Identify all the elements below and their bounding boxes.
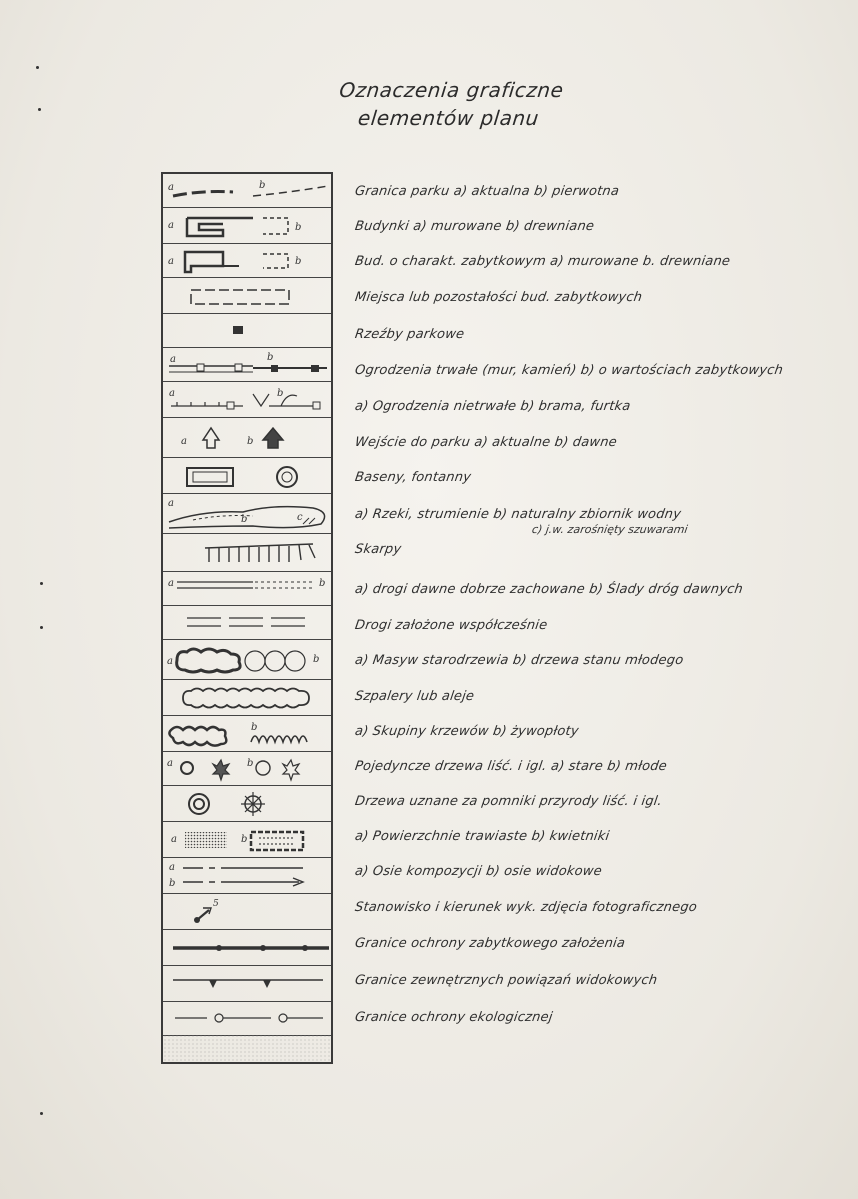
legend-label: a) drogi dawne dobrze zachowane b) Ślady dróg dawnych <box>353 582 744 597</box>
symbol-slopes <box>163 534 331 572</box>
scan-speck <box>40 1112 43 1115</box>
scan-speck <box>36 66 39 69</box>
legend-label: Drogi założone współcześnie <box>353 618 549 633</box>
legend-label: Drzewa uznane za pomniki przyrody liść. i igl. <box>353 794 663 809</box>
symbol-rivers-ponds <box>163 494 331 534</box>
legend-label: a) Rzeki, strumienie b) naturalny zbiornik wodny <box>353 507 683 522</box>
dotted-empty-cell <box>163 1034 331 1062</box>
svg-text:c: c <box>297 512 303 523</box>
title-line-2: elementów planu <box>356 106 541 130</box>
svg-text:b: b <box>267 352 274 363</box>
legend-label: Ogrodzenia trwałe (mur, kamień) b) o wartościach zabytkowych <box>353 363 784 378</box>
legend-label: Miejsca lub pozostałości bud. zabytkowych <box>353 290 644 305</box>
legend-label: a) Masyw starodrzewia b) drzewa stanu młodego <box>353 653 685 668</box>
symbol-letter-a: a <box>168 182 174 193</box>
symbol-tree-rows <box>163 680 331 716</box>
svg-text:b: b <box>241 514 248 525</box>
svg-text:a: a <box>167 758 173 769</box>
svg-text:b: b <box>169 878 176 889</box>
scan-speck <box>40 626 43 629</box>
symbol-letter-b: b <box>259 180 266 191</box>
legend-label: Pojedyncze drzewa liść. i igl. a) stare b) młode <box>353 759 668 774</box>
scan-speck <box>38 108 41 111</box>
symbol-view-relations-boundary <box>163 966 331 1002</box>
svg-text:b: b <box>295 222 302 233</box>
symbol-photo-point <box>163 894 331 930</box>
scan-speck <box>40 582 43 585</box>
title-line-1: Oznaczenia graficzne <box>338 78 565 102</box>
legend-label: a) Ogrodzenia nietrwałe b) brama, furtka <box>353 399 632 414</box>
svg-text:a: a <box>171 834 177 845</box>
legend-label: Granice ochrony zabytkowego założenia <box>353 936 627 951</box>
svg-text:b: b <box>313 654 320 665</box>
svg-text:a: a <box>169 862 175 873</box>
legend-label: Stanowisko i kierunek wyk. zdjęcia fotograficznego <box>353 900 698 915</box>
svg-text:b: b <box>295 256 302 267</box>
legend-label: Budynki a) murowane b) drewniane <box>353 219 596 234</box>
symbol-permanent-fences <box>163 348 331 382</box>
legend-label: Szpalery lub aleje <box>353 689 476 704</box>
svg-text:a: a <box>168 256 174 267</box>
symbol-temporary-fences <box>163 382 331 418</box>
legend-symbol-table <box>161 172 333 1064</box>
svg-text:b: b <box>319 578 326 589</box>
legend-sublabel: c) j.w. zarośnięty szuwarami <box>531 523 689 536</box>
page-title <box>297 76 603 132</box>
symbol-single-trees <box>163 752 331 786</box>
symbol-modern-roads <box>163 606 331 640</box>
svg-text:a: a <box>167 656 173 667</box>
symbol-park-boundary <box>163 174 331 208</box>
symbol-park-entrance <box>163 418 331 458</box>
legend-label: Rzeźby parkowe <box>353 327 466 342</box>
symbol-old-roads <box>163 572 331 606</box>
symbol-sculptures <box>163 314 331 348</box>
symbol-remains <box>163 278 331 314</box>
symbol-buildings <box>163 208 331 244</box>
svg-text:b: b <box>277 388 284 399</box>
svg-text:a: a <box>168 578 174 589</box>
legend-label: a) Skupiny krzewów b) żywopłoty <box>353 724 580 739</box>
symbol-natural-monuments <box>163 786 331 822</box>
svg-text:5: 5 <box>213 899 219 909</box>
legend-label: Skarpy <box>353 542 403 557</box>
svg-text:a: a <box>169 388 175 399</box>
symbol-lawns-flowerbeds <box>163 822 331 858</box>
legend-label: Granice zewnętrznych powiązań widokowych <box>353 973 659 988</box>
legend-label: Wejście do parku a) aktualne b) dawne <box>353 435 618 450</box>
symbol-ecological-protection-boundary <box>163 1002 331 1036</box>
symbol-historic-buildings <box>163 244 331 278</box>
legend-label: Granica parku a) aktualna b) pierwotna <box>353 184 621 199</box>
svg-text:b: b <box>241 834 248 845</box>
svg-text:b: b <box>251 722 258 733</box>
legend-label: a) Osie kompozycji b) osie widokowe <box>353 864 603 879</box>
svg-text:a: a <box>168 220 174 231</box>
legend-label: Baseny, fontanny <box>353 470 473 485</box>
svg-text:a: a <box>168 498 174 509</box>
symbol-old-tree-stands <box>163 640 331 680</box>
svg-text:b: b <box>247 758 254 769</box>
symbol-shrubs-hedges <box>163 716 331 752</box>
svg-text:a: a <box>181 436 187 447</box>
legend-label: Granice ochrony ekologicznej <box>353 1010 554 1025</box>
legend-label: a) Powierzchnie trawiaste b) kwietniki <box>353 829 611 844</box>
symbol-heritage-protection-boundary <box>163 930 331 966</box>
legend-label: Bud. o charakt. zabytkowym a) murowane b. drewniane <box>353 254 732 269</box>
symbol-composition-axes <box>163 858 331 894</box>
svg-text:b: b <box>247 436 254 447</box>
svg-text:a: a <box>170 354 176 365</box>
symbol-pools-fountains <box>163 458 331 494</box>
